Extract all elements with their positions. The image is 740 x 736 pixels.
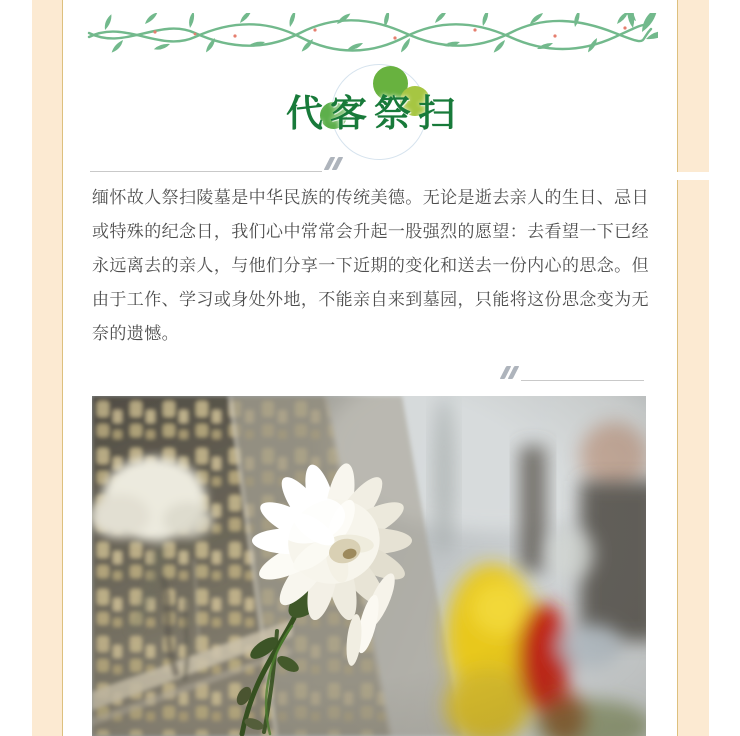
vine-divider-graphic bbox=[85, 13, 658, 55]
memorial-photo[interactable] bbox=[92, 396, 646, 736]
right-margin-strip bbox=[677, 0, 709, 736]
article-content bbox=[63, 0, 677, 736]
quote-marks-icon bbox=[503, 366, 515, 379]
left-margin-strip bbox=[32, 0, 63, 736]
right-margin-gap bbox=[676, 172, 740, 180]
quote-divider-top bbox=[90, 157, 350, 172]
article-paragraph: 缅怀故人祭扫陵墓是中华民族的传统美德。无论是逝去亲人的生日、忌日或特殊的纪念日，我们心中常常会升起一股强烈的愿望：去看望一下已经永远离去的亲人，与他们分享一下近期的变化和送去一份内心的思念。但由于工作、学习或身处外地，不能亲自来到墓园，只能将这份思念变为无奈的遗憾。 bbox=[92, 188, 649, 343]
divider-line bbox=[90, 171, 322, 172]
page-title: 代客祭扫 bbox=[286, 93, 462, 134]
quote-marks-icon bbox=[327, 157, 339, 170]
quote-divider-bottom bbox=[503, 366, 648, 381]
divider-line bbox=[521, 380, 644, 381]
memorial-photo-graphic bbox=[92, 396, 646, 736]
